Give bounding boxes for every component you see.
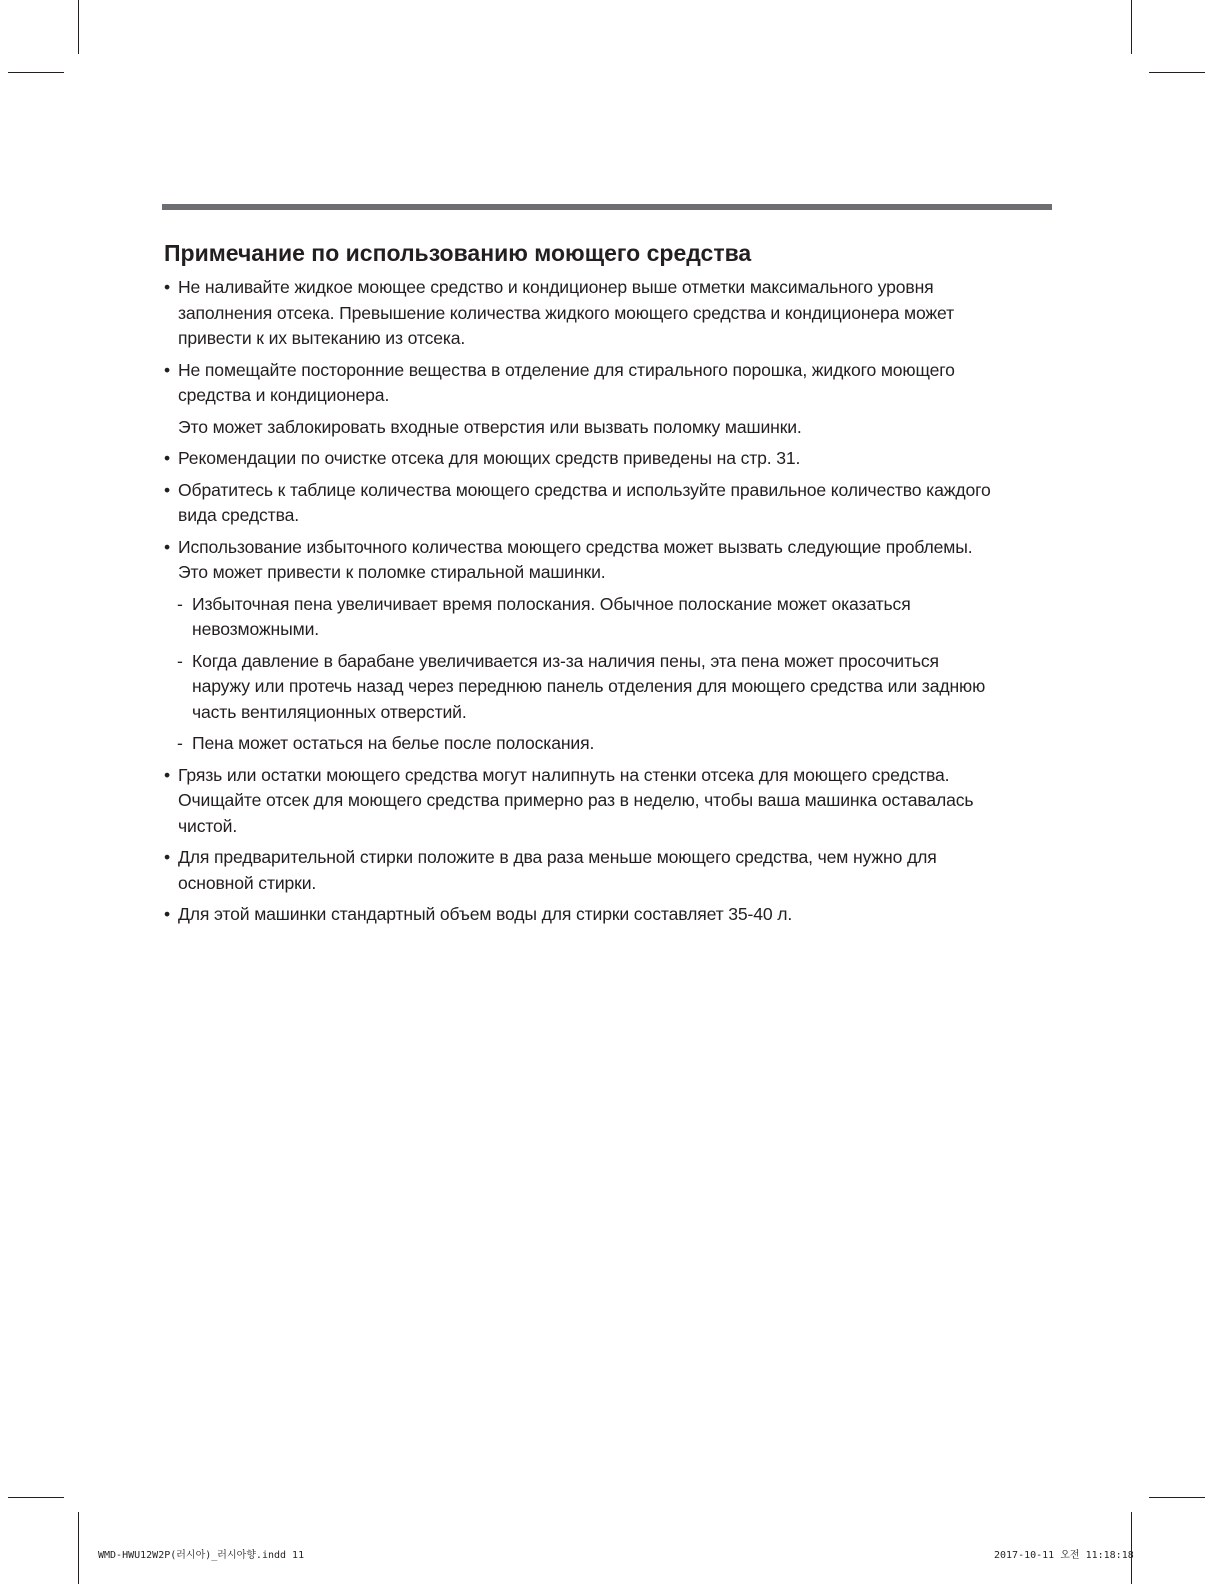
section-rule (162, 204, 1052, 210)
bullet-item (164, 763, 1054, 840)
text-line: основной стирки. (178, 872, 317, 893)
footer-file-info: WMD-HWU12W2P(러시아)_러시아향.indd 11 (98, 1550, 305, 1561)
text-line: Это может заблокировать входные отверстия или вызвать поломку машинки. (178, 416, 802, 437)
dash-mark: - (177, 733, 183, 753)
text-line: наружу или протечь назад через переднюю панель отделения для моющего средства или заднюю (192, 676, 986, 696)
dash-mark: - (177, 650, 183, 671)
text-line: Обратитесь к таблице количества моющего средства и используйте правильное количество каждого (178, 479, 991, 500)
crop-mark-bottom-left-vertical (78, 1512, 79, 1584)
crop-mark-top-right-horizontal (1149, 72, 1205, 73)
dash-mark: - (177, 593, 183, 614)
text-line: Очищайте отсек для моющего средства примерно раз в неделю, чтобы ваша машинка оставалась (178, 790, 974, 810)
bullet-item (164, 535, 1054, 586)
bullet-mark: • (164, 359, 171, 380)
bullet-item (164, 845, 1054, 896)
note-paragraph (164, 415, 1054, 441)
footer-timestamp: 2017-10-11 오전 11:18:18 (994, 1550, 1134, 1561)
text-line: Пена может остаться на белье после полоскания. (192, 733, 595, 753)
text-line: вида средства. (178, 505, 299, 525)
bullet-item (164, 446, 1054, 472)
crop-mark-top-right-vertical (1131, 0, 1132, 54)
bullet-mark: • (164, 536, 171, 557)
bullet-item (164, 478, 1054, 529)
bullet-item (164, 275, 1054, 352)
dash-item (164, 649, 1054, 726)
bullet-mark: • (164, 277, 171, 297)
text-line: Избыточная пена увеличивает время полоскания. Обычное полоскание может оказаться (192, 593, 911, 614)
crop-mark-top-left-vertical (78, 0, 79, 54)
bullet-item (164, 902, 1054, 928)
bullet-item (164, 358, 1054, 409)
dash-item (164, 731, 1054, 757)
crop-mark-bottom-left-horizontal (8, 1497, 64, 1498)
text-line: Для предварительной стирки положите в два раза меньше моющего средства, чем нужно для (178, 847, 937, 867)
bullet-mark: • (164, 448, 171, 468)
text-line: Грязь или остатки моющего средства могут налипнуть на стенки отсека для моющего средства. (178, 764, 950, 785)
text-line: невозможными. (192, 619, 319, 639)
text-line: чистой. (178, 815, 238, 836)
section-title: Примечание по использованию моющего средства (164, 240, 752, 266)
bullet-mark: • (164, 904, 171, 924)
text-line: Когда давление в барабане увеличивается из-за наличия пены, эта пена может просочиться (192, 650, 939, 671)
bullet-mark: • (164, 847, 171, 867)
crop-mark-top-left-horizontal (8, 72, 64, 73)
text-line: Использование избыточного количества моющего средства может вызвать следующие проблемы. (178, 536, 973, 557)
text-line: заполнения отсека. Превышение количества жидкого моющего средства и кондиционера может (178, 302, 955, 323)
notes-list (164, 275, 1054, 934)
text-line: Не наливайте жидкое моющее средство и кондиционер выше отметки максимального уровня (178, 277, 934, 297)
text-line: Рекомендации по очистке отсека для моющих средств приведены на стр. 31. (178, 448, 801, 468)
bullet-mark: • (164, 479, 171, 500)
text-line: Это может привести к поломке стиральной машинки. (178, 562, 606, 582)
bullet-mark: • (164, 764, 171, 785)
crop-mark-bottom-right-horizontal (1149, 1497, 1205, 1498)
text-line: Для этой машинки стандартный объем воды для стирки составляет 35-40 л. (178, 904, 793, 924)
text-line: привести к их вытеканию из отсека. (178, 328, 466, 348)
text-line: часть вентиляционных отверстий. (192, 701, 467, 722)
text-line: средства и кондиционера. (178, 385, 390, 405)
text-line: Не помещайте посторонние вещества в отделение для стирального порошка, жидкого моющего (178, 359, 955, 380)
dash-item (164, 592, 1054, 643)
